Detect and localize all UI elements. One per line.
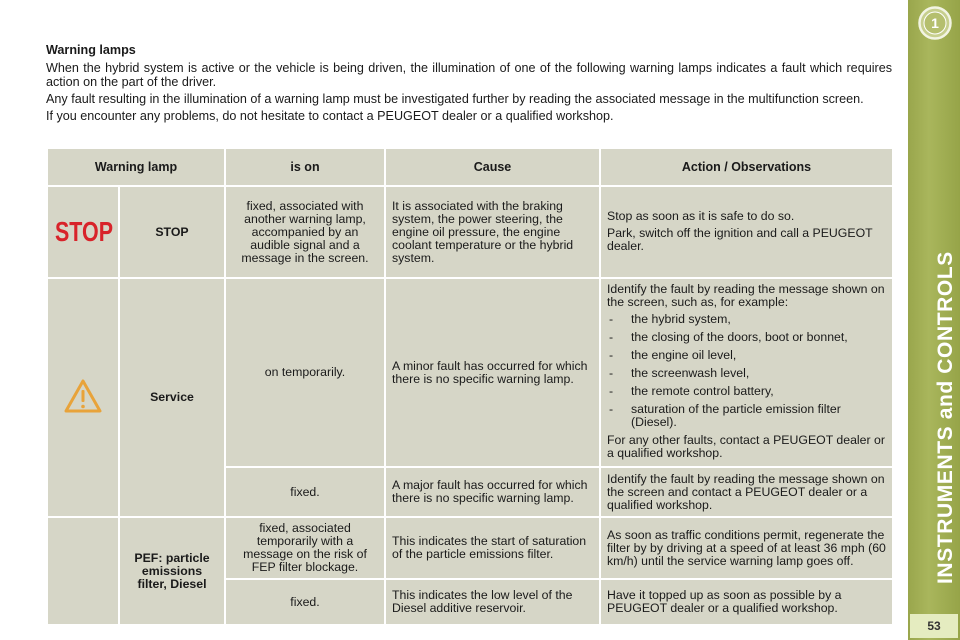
lamp-name-service: Service bbox=[119, 278, 225, 517]
list-item: - the remote control battery, bbox=[607, 385, 886, 398]
service-icon-cell bbox=[47, 278, 119, 517]
pef-is-on-1: fixed, associated temporarily with a message on the risk of FEP filter blockage. bbox=[225, 517, 385, 579]
service-is-on-2: fixed. bbox=[225, 467, 385, 517]
warning-lamps-table bbox=[46, 147, 894, 626]
list-item: - the hybrid system, bbox=[607, 313, 886, 326]
service-cause-2: A major fault has occurred for which there is no specific warning lamp. bbox=[385, 467, 600, 517]
list-item: - the closing of the doors, boot or bonnet, bbox=[607, 331, 886, 344]
list-item: - the screenwash level, bbox=[607, 367, 886, 380]
stop-cause: It is associated with the braking system, the power steering, the engine oil pressure, the engine coolant temperature or the hybrid system. bbox=[385, 186, 600, 278]
pef-cause-2: This indicates the low level of the Diesel additive reservoir. bbox=[385, 579, 600, 625]
stop-is-on: fixed, associated with another warning lamp, accompanied by an audible signal and a message in the screen. bbox=[225, 186, 385, 278]
section-heading: Warning lamps bbox=[46, 43, 136, 57]
service-action-1 bbox=[600, 278, 893, 467]
svg-text:1: 1 bbox=[931, 15, 939, 31]
service-action-intro: Identify the fault by reading the message shown on the screen, such as, for example: bbox=[607, 282, 885, 309]
page-number: 53 bbox=[910, 614, 958, 638]
pef-action-2: Have it topped up as soon as possible by a PEUGEOT dealer or a qualified workshop. bbox=[600, 579, 893, 625]
intro-paragraph-2: Any fault resulting in the illumination of a warning lamp must be investigated further by reading the associated message in the multifunction screen. bbox=[46, 92, 864, 106]
warning-triangle-icon bbox=[63, 378, 103, 414]
pef-icon-cell bbox=[47, 517, 119, 625]
lamp-name-stop: STOP bbox=[119, 186, 225, 278]
sidebar-chapter-title bbox=[908, 0, 960, 600]
table-row-service-1 bbox=[47, 278, 893, 467]
pef-cause-1: This indicates the start of saturation of the particle emissions filter. bbox=[385, 517, 600, 579]
list-item: - the engine oil level, bbox=[607, 349, 886, 362]
service-fault-list bbox=[607, 313, 886, 429]
service-action-2: Identify the fault by reading the message shown on the screen and contact a PEUGEOT dealer or a qualified workshop. bbox=[600, 467, 893, 517]
stop-action bbox=[600, 186, 893, 278]
stop-icon-cell bbox=[47, 186, 119, 278]
table-row-pef-1 bbox=[47, 517, 893, 579]
header-action: Action / Observations bbox=[600, 148, 893, 186]
table-row-stop bbox=[47, 186, 893, 278]
lamp-name-pef: PEF: particle emissions filter, Diesel bbox=[119, 517, 225, 625]
service-cause-1: A minor fault has occurred for which there is no specific warning lamp. bbox=[385, 278, 600, 467]
chapter-sidebar bbox=[908, 0, 960, 640]
intro-paragraph-3: If you encounter any problems, do not hesitate to contact a PEUGEOT dealer or a qualified workshop. bbox=[46, 109, 614, 123]
stop-action-2: Park, switch off the ignition and call a PEUGEOT dealer. bbox=[607, 225, 873, 253]
header-cause: Cause bbox=[385, 148, 600, 186]
stop-action-1: Stop as soon as it is safe to do so. bbox=[607, 208, 795, 223]
svg-text:STOP: STOP bbox=[55, 215, 113, 247]
service-is-on-1: on temporarily. bbox=[225, 278, 385, 467]
stop-lamp-icon bbox=[54, 215, 114, 247]
intro-section bbox=[46, 43, 892, 126]
service-action-outro: For any other faults, contact a PEUGEOT dealer or a qualified workshop. bbox=[607, 433, 885, 460]
pef-is-on-2: fixed. bbox=[225, 579, 385, 625]
intro-paragraph-1: When the hybrid system is active or the vehicle is being driven, the illumination of one of the following warning lamps indicates a fault which requires action on the part of the driver. bbox=[46, 61, 892, 89]
pef-action-1: As soon as traffic conditions permit, regenerate the filter by by driving at a speed of at least 36 mph (60 km/h) until the service warning lamp goes off. bbox=[600, 517, 893, 579]
chapter-title-text: INSTRUMENTS and CONTROLS bbox=[934, 251, 957, 584]
header-warning-lamp: Warning lamp bbox=[47, 148, 225, 186]
table-header-row bbox=[47, 148, 893, 186]
list-item: - saturation of the particle emission filter (Diesel). bbox=[607, 403, 886, 429]
header-is-on: is on bbox=[225, 148, 385, 186]
